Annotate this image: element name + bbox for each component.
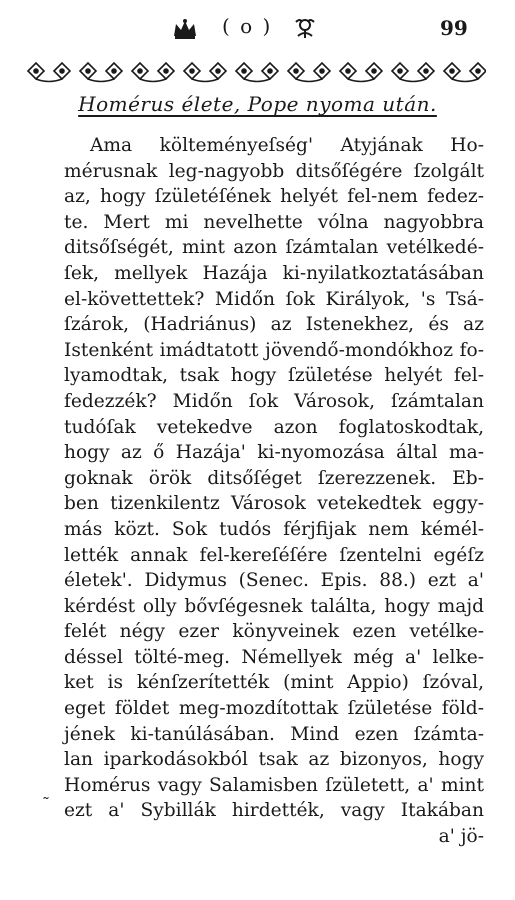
chapter-heading-text: Homérus élete, Pope nyoma után. [78, 92, 437, 116]
text-line: lyamodtak, tsak hogy ſzületése helyét fel- [64, 365, 484, 387]
text-line: te. Mert mi nevelhette vólna nagyobbra [64, 211, 484, 233]
margin-mark: ˜ [42, 794, 50, 813]
text-line: felét négy ezer könyveinek ezen vetélke- [64, 621, 484, 643]
text-line: ket is kénſzerítették (mint Appio) ſzóval, [64, 672, 484, 694]
text-line: ſzárok, (Hadriánus) az Istenekhez, és az [64, 314, 484, 336]
chapter-heading [0, 92, 515, 116]
text-line: ben tizenkilentz Városok vetekedtek eggy- [64, 493, 484, 515]
text-line: Ama költeményeſség' Atyjának Ho- [90, 135, 484, 156]
folio-mark: ( o ) [222, 14, 273, 38]
text-line: hogy az ő Hazája' ki-nyomozása által ma- [64, 442, 484, 464]
text-line: tudóſak vetekedve azon foglatoskodtak, [64, 416, 484, 438]
text-line: mérusnak leg-nagyobb ditsőſégére ſzolgált [64, 160, 484, 182]
text-line: eget földet meg-mozdítottak ſzületése föld- [64, 698, 484, 720]
text-line: fedezzék? Midőn ſok Városok, ſzámtalan [64, 390, 484, 412]
text-line: lan iparkodásokból tsak az bizonyos, hogy [64, 749, 484, 771]
crown-ornament-icon [172, 18, 198, 40]
page-number: 99 [440, 16, 468, 40]
text-line: kérdést olly bővſégesnek találta, hogy majd [64, 595, 484, 617]
text-line: ezt a' Sybillák hirdették, vagy Itakában [64, 800, 484, 822]
text-line: más közt. Sok tudós férjfijak nem kémél- [64, 518, 484, 540]
text-line: ſek, mellyek Hazája ki-nyilatkoztatásában [64, 262, 484, 284]
text-line: ditsőſségét, mint azon ſzámtalan vetélkedé- [64, 237, 484, 259]
text-line: lették annak fel-kereſéſére ſzentelni egéſz [64, 544, 484, 566]
text-line: az, hogy ſzületéſének helyét fel-nem fedez- [64, 186, 484, 208]
text-line: el-követtettek? Midőn ſok Királyok, 's Tsá- [64, 288, 484, 310]
catchword: a' jö- [438, 826, 484, 848]
text-line: életek'. Didymus (Senec. Epis. 88.) ezt a' [64, 570, 484, 592]
text-line: jének ki-tanúlásában. Mind ezen ſzámta- [64, 723, 484, 745]
decorative-border-band-icon [24, 58, 486, 84]
text-line: Homérus vagy Salamisben ſzületett, a' mint [64, 774, 484, 796]
text-line: goknak örök ditsőſéget ſzerezzenek. Eb- [64, 467, 484, 489]
body-text [64, 133, 484, 850]
running-head [0, 10, 515, 46]
text-line: Istenként imádtatott jövendő-mondókhoz fo- [64, 339, 484, 361]
flower-ornament-icon [292, 16, 318, 40]
text-line: déssel tölté-meg. Némellyek még a' lelke- [64, 646, 484, 668]
